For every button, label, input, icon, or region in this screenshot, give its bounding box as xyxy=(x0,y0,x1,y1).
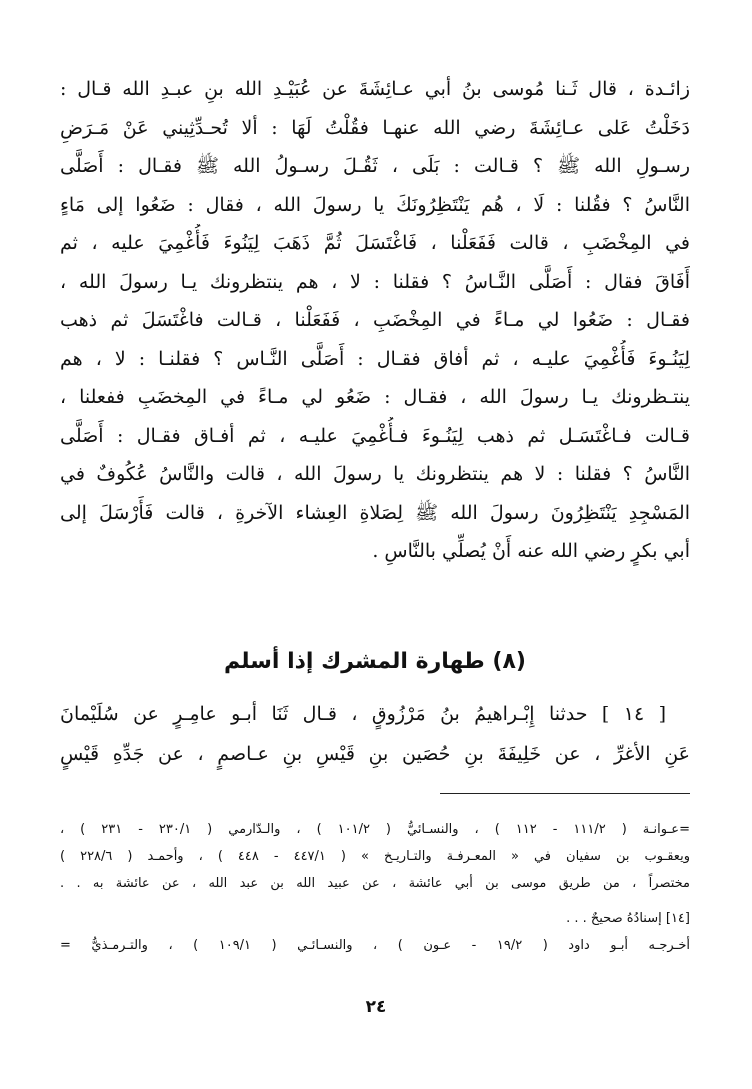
footnote-line: ويعقـوب بن سفيان في « المعـرفـة والتـاريـخ » ( ٤٤٧/١ - ٤٤٨ ) ، وأحمـد ( ٢٢٨/٦ ) xyxy=(60,849,690,864)
text-line: ينتـظرونك يـا رسولَ الله ، فقـال : ضَعُو لي مـاءً في المِخضَبِ ففعلنا ، xyxy=(60,386,690,408)
footnote-gap xyxy=(60,897,690,905)
text-line: في المِخْضَبِ ، قالت فَفَعَلْنا ، فَاغْتَسَلَ ثُمَّ ذَهَبَ لِيَنُوءَ فَأُغْمِيَ عليه ، ثم xyxy=(60,232,690,254)
main-text-block xyxy=(60,70,690,571)
text-line: رسـولِ الله ﷺ ؟ قـالت : بَلَى ، ثَقُـلَ رسـولُ الله ﷺ فقـال : أَصَلَّى xyxy=(60,155,690,177)
footnote-line: أخـرجـه أبـو داود ( ١٩/٢ - عـون ) ، والنسـائـي ( ١٠٩/١ ) ، والتـرمـذيُّ = xyxy=(60,938,690,953)
text-line: فقـال : ضَعُوا لي مـاءً في المِخْضَبِ ، فَفَعَلْنا ، قـالت فاغْتَسَلَ ثم ذهب xyxy=(60,309,690,331)
footnote-line: =عـوانـة ( ١١١/٢ - ١١٢ ) ، والنسـائيُّ ( ١٠١/٢ ) ، والـدّارمي ( ٢٣٠/١ - ٢٣١ ) ، xyxy=(60,822,690,837)
footnotes-block xyxy=(60,816,690,959)
section-heading: (٨) طهارة المشرك إذا أسلم xyxy=(224,649,526,674)
footnote-separator xyxy=(440,793,690,794)
text-line: قـالت فـاغْتَسَـل ثم ذهب لِيَنُـوءَ فـأُغْمِيَ عليـه ، ثم أفـاق فقـال : أَصَلَّى xyxy=(60,424,690,447)
text-line: النَّاسُ ؟ فقلنا : لا هم ينتظرونك يا رسولَ الله ، قالت والنَّاسُ عُكُوفٌ في xyxy=(60,463,690,485)
text-line: زائـدة ، قال ثَـنا مُوسى بنُ أبي عـائِشَةَ عن عُبَيْـدِ الله بنِ عبـدِ الله قـال : xyxy=(60,78,690,100)
page-number: ٢٤ xyxy=(365,997,387,1017)
text-line: أَفَاقَ فقال : أَصَلَّى النَّـاسُ ؟ فقلنا : لا ، هم ينتظرونك يـا رسولَ الله ، xyxy=(60,270,690,293)
footnote-line: مختصراً ، من طريق موسى بن أبي عائشة ، عن عبيد الله بن عبد الله ، عن عائشة به . . xyxy=(60,876,690,891)
text-line: النَّاسُ ؟ فقُلنا : لَا ، هُم يَنْتَظِرُونَكَ يا رسولَ الله ، فقال : ضَعُوا إلى مَاءٍ xyxy=(60,193,690,216)
hadith-text-block xyxy=(60,694,690,774)
text-line: لِيَنُـوءَ فَأُغْمِيَ عليـه ، ثم أفاق فقـال : أَصَلَّى النَّـاس ؟ فقلنـا : لا ، هم xyxy=(60,347,690,370)
text-line: أبي بكرٍ رضي الله عنه أَنْ يُصلِّي بالنَّاسِ . xyxy=(372,540,690,562)
footnote-line: [١٤] إسنادُهُ صحيحٌ . . . xyxy=(566,911,690,926)
hadith-line: [ ١٤ ] حدثنا إِبْـراهيمُ بنُ مَرْزُوقٍ ، قـال ثَنَا أبـو عامِـرٍ عن سُلَيْمانَ xyxy=(60,703,667,725)
text-line: دَخَلْتُ عَلى عـائِشَةَ رضي الله عنهـا فقُلْتُ لَهَا : ألا تُحـدِّثِيني عَنْ مَـرَضِ xyxy=(60,116,690,139)
hadith-line: عَنِ الأغرِّ ، عن خَلِيفَةَ بنِ حُصَين بنِ قَيْسِ بنِ عـاصمٍ ، عن جَدِّهِ قَيْسٍ xyxy=(60,743,690,765)
text-line: المَسْجِدِ يَنْتَظِرُونَ رسولَ الله ﷺ لِصَلاةِ العِشاء الآخرةِ ، قالت فَأَرْسَلَ إلى xyxy=(60,501,690,524)
